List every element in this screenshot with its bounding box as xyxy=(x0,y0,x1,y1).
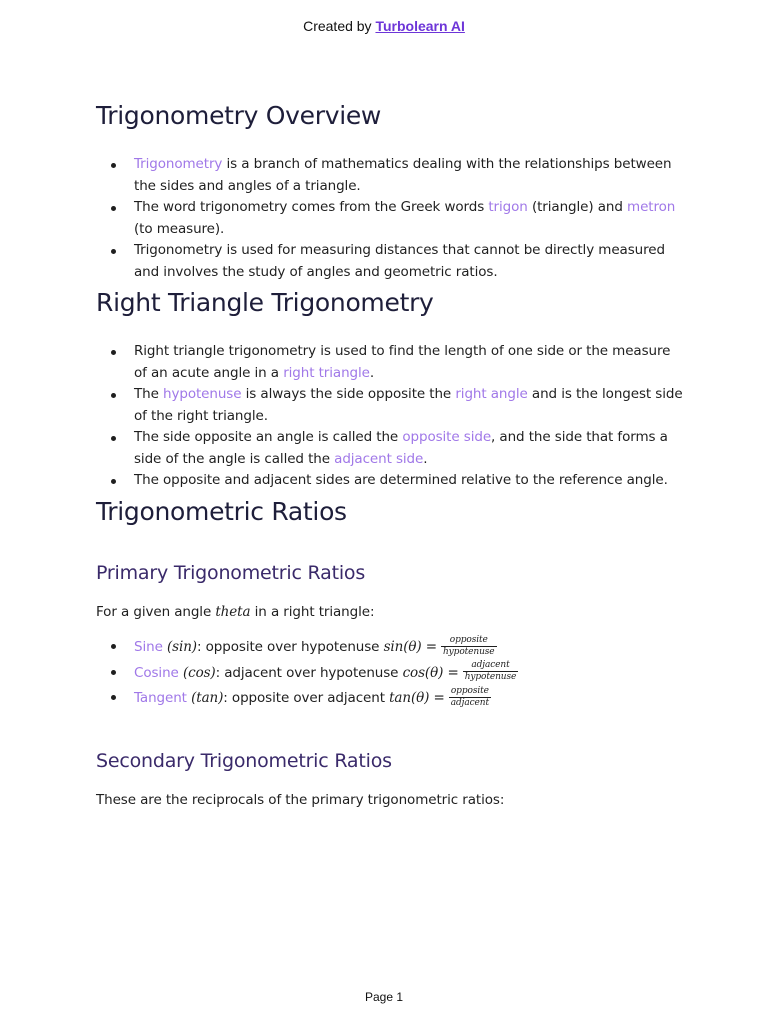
formula-math: cos(θ) = xyxy=(402,664,459,681)
primary-intro: For a given angle theta in a right triangle: xyxy=(96,603,375,620)
fraction: $\frac{\text{adjacent}}{\text{hypotenuse}}$ xyxy=(464,660,517,682)
right-triangle-title: Right Triangle Trigonometry xyxy=(96,288,434,317)
keyword: Tangent xyxy=(134,690,187,706)
page-header xyxy=(0,18,768,34)
primary-ratios-list xyxy=(96,635,686,712)
right-triangle-section xyxy=(96,283,686,492)
list-item: Right triangle trigonometry is used to find the length of one side or the measure of an acute angle in a right triangle. xyxy=(134,341,686,384)
keyword: Sine xyxy=(134,639,163,655)
list-item: The word trigonometry comes from the Greek words trigon (triangle) and metron (to measure). xyxy=(134,197,686,240)
overview-section xyxy=(96,96,686,283)
keyword: adjacent side xyxy=(334,450,424,467)
fraction: $\frac{\text{opposite}}{\text{adjacent}}$ xyxy=(450,685,489,708)
secondary-intro: These are the reciprocals of the primary trigonometric ratios: xyxy=(96,791,505,808)
right-triangle-list xyxy=(96,341,686,492)
ratios-title: Trigonometric Ratios xyxy=(96,496,347,526)
keyword: right angle xyxy=(455,386,528,402)
list-item: Tangent (tan): opposite over adjacent tan(θ) = $\frac{\text{opposite}}{\text{adjacent}}$ xyxy=(134,686,686,712)
list-item: The hypotenuse is always the side opposite the right angle and is the longest side of the right triangle. xyxy=(134,384,686,427)
formula-math: tan(θ) = xyxy=(389,690,445,706)
list-item: Cosine (cos): adjacent over hypotenuse cos(θ) = $\frac{\text{adjacent}}{\text{hypotenuse}}$ xyxy=(134,661,686,687)
list-item: Trigonometry is a branch of mathematics dealing with the relationships between the sides and angles of a triangle. xyxy=(134,154,686,197)
keyword: metron xyxy=(627,199,676,215)
list-item: Sine (sin): opposite over hypotenuse sin(θ) = $\frac{\text{opposite}}{\text{hypotenuse}}$ xyxy=(134,635,686,661)
page-number: Page 1 xyxy=(364,990,404,1004)
fraction: $\frac{\text{opposite}}{\text{hypotenuse}}$ xyxy=(442,634,495,657)
keyword: opposite side xyxy=(402,429,492,445)
primary-ratios-title: Primary Trigonometric Ratios xyxy=(96,561,366,584)
list-item: The side opposite an angle is called the opposite side, and the side that forms a side of the angle is called the adjacent side. xyxy=(134,427,686,470)
overview-title: Trigonometry Overview xyxy=(96,101,382,130)
abbr-math: (sin) xyxy=(167,639,197,655)
secondary-ratios-title: Secondary Trigonometric Ratios xyxy=(96,749,392,772)
keyword: Trigonometry xyxy=(134,156,223,172)
brand-link[interactable]: Turbolearn AI xyxy=(375,18,465,34)
list-item: Trigonometry is used for measuring distances that cannot be directly measured and involves the study of angles and geometric ratios. xyxy=(134,240,686,283)
list-item: The opposite and adjacent sides are determined relative to the reference angle. xyxy=(134,470,686,492)
keyword: Cosine xyxy=(134,664,179,681)
document-body xyxy=(96,96,686,811)
ratios-section xyxy=(96,492,686,812)
keyword: hypotenuse xyxy=(163,386,242,402)
header-prefix: Created by xyxy=(303,18,372,34)
theta-math: theta xyxy=(215,603,251,620)
keyword: trigon xyxy=(488,199,528,215)
abbr-math: (tan) xyxy=(191,690,224,706)
keyword: right triangle xyxy=(283,364,370,381)
formula-math: sin(θ) = xyxy=(383,639,437,655)
abbr-math: (cos) xyxy=(182,664,216,681)
overview-list xyxy=(96,154,686,283)
